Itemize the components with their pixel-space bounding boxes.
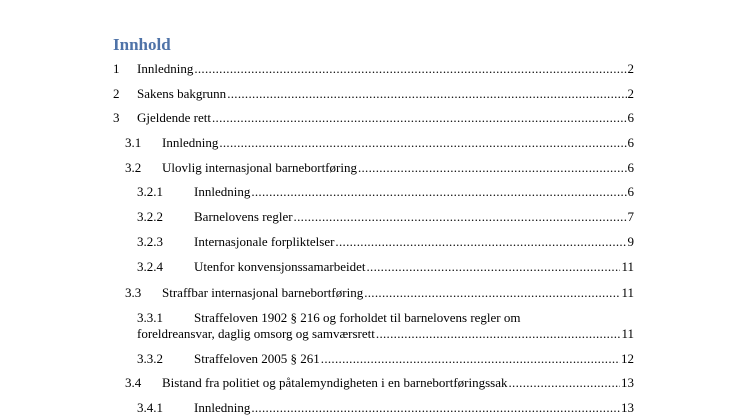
toc-entry-number: 3 — [113, 110, 120, 125]
toc-entry-number: 3.2.2 — [137, 209, 163, 224]
toc-entry-page: 6 — [627, 135, 634, 150]
toc-entry-title: Internasjonale forpliktelser — [194, 234, 335, 249]
toc-entry-title: Bistand fra politiet og påtalemyndigheten i en barnebortføringssak — [162, 375, 508, 390]
toc-entry-page: 2 — [627, 61, 634, 76]
toc-entry-number: 3.2.3 — [137, 234, 163, 249]
dot-leader — [251, 184, 626, 200]
toc-entry-title: Utenfor konvensjonssamarbeidet — [194, 259, 366, 274]
dot-leader — [376, 326, 621, 342]
toc-entry-number: 3.2 — [125, 160, 142, 175]
toc-entry-title: Innledning — [194, 400, 251, 415]
toc-entry-2[interactable] — [113, 86, 634, 102]
toc-entry-title: Straffbar internasjonal barnebortføring — [162, 285, 364, 300]
toc-entry-number: 3.2.4 — [137, 259, 163, 274]
dot-leader — [251, 400, 620, 416]
toc-entry-3-3-1[interactable] — [137, 310, 634, 342]
dot-leader — [335, 234, 626, 250]
toc-entry-title: Straffeloven 2005 § 261 — [194, 351, 320, 366]
toc-entry-number: 3.2.1 — [137, 184, 163, 199]
dot-leader — [219, 135, 626, 151]
toc-entry-3-2-3[interactable] — [137, 234, 634, 250]
toc-entry-page: 7 — [627, 209, 634, 224]
toc-entry-3[interactable] — [113, 110, 634, 126]
toc-entry-page: 6 — [627, 184, 634, 199]
toc-entry-page: 11 — [621, 326, 634, 341]
dot-leader — [227, 86, 626, 102]
toc-entry-page: 6 — [627, 160, 634, 175]
toc-entry-3-3[interactable] — [125, 285, 634, 301]
toc-entry-title: Gjeldende rett — [137, 110, 211, 125]
toc-entry-page: 11 — [621, 259, 634, 274]
toc-entry-3-3-2[interactable] — [137, 351, 634, 367]
dot-leader — [364, 285, 620, 301]
toc-entry-number: 3.3.2 — [137, 351, 163, 366]
toc-entry-page: 2 — [627, 86, 634, 101]
toc-entry-title: Sakens bakgrunn — [137, 86, 227, 101]
toc-entry-title-line1: Straffeloven 1902 § 216 og forholdet til barnelovens regler om — [194, 310, 521, 325]
toc-entry-title: Innledning — [194, 184, 251, 199]
dot-leader — [194, 61, 626, 77]
toc-entry-number: 2 — [113, 86, 120, 101]
dot-leader — [212, 110, 627, 126]
dot-leader — [321, 351, 620, 367]
toc-entry-3-4-1[interactable] — [137, 400, 634, 416]
toc-entry-title: Innledning — [162, 135, 219, 150]
toc-entry-page: 6 — [627, 110, 634, 125]
toc-entry-title-line2: foreldreansvar, daglig omsorg og samværsrett — [137, 326, 375, 341]
toc-entry-3-2-2[interactable] — [137, 209, 634, 225]
toc-entry-1[interactable] — [113, 61, 634, 77]
toc-entry-3-1[interactable] — [125, 135, 634, 151]
dot-leader — [366, 259, 620, 275]
toc-entry-3-2-4[interactable] — [137, 259, 634, 275]
toc-entry-number: 3.3 — [125, 285, 142, 300]
dot-leader — [509, 375, 621, 391]
toc-entry-number: 1 — [113, 61, 120, 76]
toc-entry-title: Ulovlig internasjonal barnebortføring — [162, 160, 357, 175]
toc-entry-page: 13 — [621, 375, 634, 390]
toc-entry-3-2-1[interactable] — [137, 184, 634, 200]
toc-entry-3-2[interactable] — [125, 160, 634, 176]
toc-entry-number: 3.4 — [125, 375, 142, 390]
toc-entry-number: 3.4.1 — [137, 400, 163, 415]
dot-leader — [294, 209, 627, 225]
toc-entry-page: 13 — [621, 400, 634, 415]
toc-entry-number: 3.1 — [125, 135, 142, 150]
toc-heading: Innhold — [113, 35, 171, 54]
toc-entry-page: 12 — [621, 351, 634, 366]
toc-entry-3-4[interactable] — [125, 375, 634, 391]
toc-entry-title: Barnelovens regler — [194, 209, 293, 224]
toc-entry-number: 3.3.1 — [137, 310, 163, 325]
toc-entry-page: 9 — [627, 234, 634, 249]
dot-leader — [358, 160, 627, 176]
toc-entry-title: Innledning — [137, 61, 194, 76]
toc-entry-page: 11 — [621, 285, 634, 300]
